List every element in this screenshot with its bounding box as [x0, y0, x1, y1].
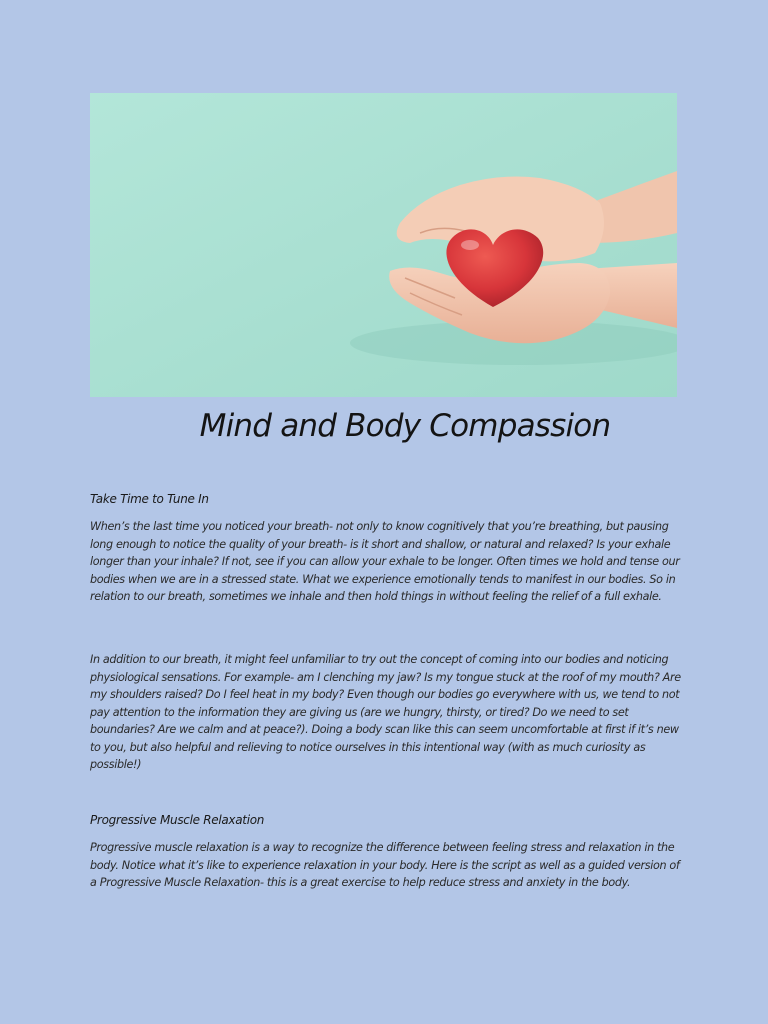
paragraph-body-sensations: In addition to our breath, it might feel unfamiliar to try out the concept of coming into our bodies and noticing physiological sensations. For example- am I clenching my jaw? Is my tongue stuck at the roof of my mouth? Are my shoulders raised? Do I feel heat in my body? Even though our bodies go everywhere with us, we tend to not pay attention to the information they are giving us (are we hungry, thirsty, or tired? Do we need to set boundaries? Are we calm and at peace?). Doing a body scan like this can seem uncomfortable at first if it’s new to you, but also helpful and relieving to notice ourselves in this intentional way (with as much curiosity as possible!) [90, 653, 681, 771]
paragraph-muscle-relaxation: Progressive muscle relaxation is a way to recognize the difference between feeling stress and relaxation in the body. Notice what it’s like to experience relaxation in your body. Here is the script as well as a guided version of a Progressive Muscle Relaxation- this is a great exercise to help reduce stress and anxiety in the body. [90, 841, 680, 889]
hands-holding-heart-icon [90, 93, 677, 397]
page-title: Mind and Body Compassion [199, 408, 611, 444]
hero-image [90, 93, 677, 397]
section-heading-tune-in: Take Time to Tune In [90, 492, 209, 506]
paragraph-breath: When’s the last time you noticed your breath- not only to know cognitively that you’re breathing, but pausing long enough to notice the quality of your breath- is it short and shallow, or natural and relaxed? Is your exhale longer than your inhale? If not, see if you can allow your exhale to be longer. Often times we hold and tense our bodies when we are in a stressed state. What we experience emotionally tends to manifest in our bodies. So in relation to our breath, sometimes we inhale and then hold things in without feeling the relief of a full exhale. [90, 520, 680, 603]
section-heading-muscle-relaxation: Progressive Muscle Relaxation [90, 813, 265, 827]
